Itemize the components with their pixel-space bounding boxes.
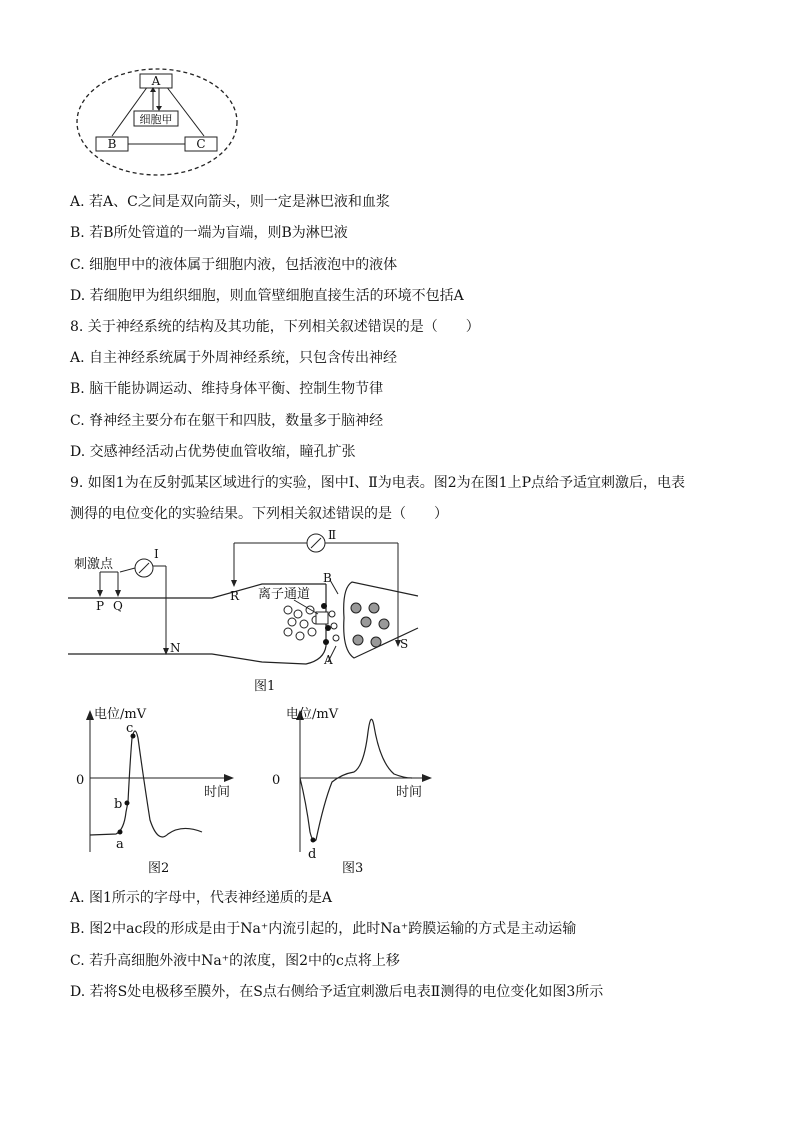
fig1-p-label: P [96,599,105,613]
fig1-stim-label: 刺激点 [74,557,114,572]
box-b-label: B [107,137,117,151]
fig3-point-d: d [308,847,317,862]
q8-option-d: D. 交感神经活动占优势使血管收缩，瞳孔扩张 [70,444,356,460]
fig2-point-c: c [126,721,134,736]
fig1-s-label: S [400,637,409,651]
fig1-caption: 图1 [254,679,276,694]
fig2-xlabel: 时间 [204,785,231,800]
fig1-b-label: B [323,571,332,585]
q8-option-b: B. 脑干能协调运动、维持身体平衡、控制生物节律 [70,381,384,397]
q7-option-c: C. 细胞甲中的液体属于细胞内液，包括液泡中的液体 [70,257,398,273]
fig3-curve [300,719,412,841]
q9-stem-line1: 9. 如图1为在反射弧某区域进行的实验，图中Ⅰ、Ⅱ为电表。图2为在图1上P点给予适宜刺激后，电表 [70,475,685,491]
fig1-q-label: Q [113,599,123,613]
fig2-zero: 0 [76,773,85,788]
box-c-label: C [196,137,206,151]
fig2-point-a: a [116,837,124,852]
q9-stem-line2: 测得的电位变化的实验结果。下列相关叙述错误的是（ ） [70,506,448,522]
q7-option-a: A. 若A、C之间是双向箭头，则一定是淋巴液和血浆 [70,194,390,210]
q9-option-d: D. 若将S处电极移至膜外，在S点右侧给予适宜刺激后电表Ⅱ测得的电位变化如图3所示 [70,984,604,1000]
fig2-point-b: b [114,797,123,812]
q9-option-b: B. 图2中ac段的形成是由于Na⁺内流引起的，此时Na⁺跨膜运输的方式是主动运输 [70,921,577,937]
q7-option-b: B. 若B所处管道的一端为盲端，则B为淋巴液 [70,225,348,241]
fig2-caption: 图2 [148,861,170,876]
fig1-r-label: R [230,589,240,603]
fig2-curve [90,731,202,837]
fig1-a-label: A [324,653,333,667]
fig3-ylabel: 电位/mV [286,707,339,722]
fig1-n-label: N [170,641,181,655]
q8-option-a: A. 自主神经系统属于外周神经系统，只包含传出神经 [70,350,398,366]
box-a-label: A [151,74,161,88]
fig3-xlabel: 时间 [396,785,423,800]
fig3-caption: 图3 [342,861,364,876]
figure-3 [270,702,440,882]
figure-2 [72,702,242,882]
fig3-zero: 0 [272,773,281,788]
cell-label: 细胞甲 [139,113,173,126]
fig1-meter2-label: Ⅱ [328,528,337,542]
q8-option-c: C. 脊神经主要分布在躯干和四肢，数量多于脑神经 [70,413,384,429]
q7-option-d: D. 若细胞甲为组织细胞，则血管壁细胞直接生活的环境不包括A [70,288,464,304]
fig1-channel-label: 离子通道 [258,587,311,602]
q8-stem: 8. 关于神经系统的结构及其功能，下列相关叙述错误的是（ ） [70,319,480,335]
q9-option-a: A. 图1所示的字母中，代表神经递质的是A [70,890,333,906]
figure-1 [66,528,436,698]
fig2-ylabel: 电位/mV [94,707,147,722]
fig1-meter1-label: I [154,547,159,561]
body-fluid-diagram [74,66,244,186]
q9-option-c: C. 若升高细胞外液中Na⁺的浓度，图2中的c点将上移 [70,953,400,969]
